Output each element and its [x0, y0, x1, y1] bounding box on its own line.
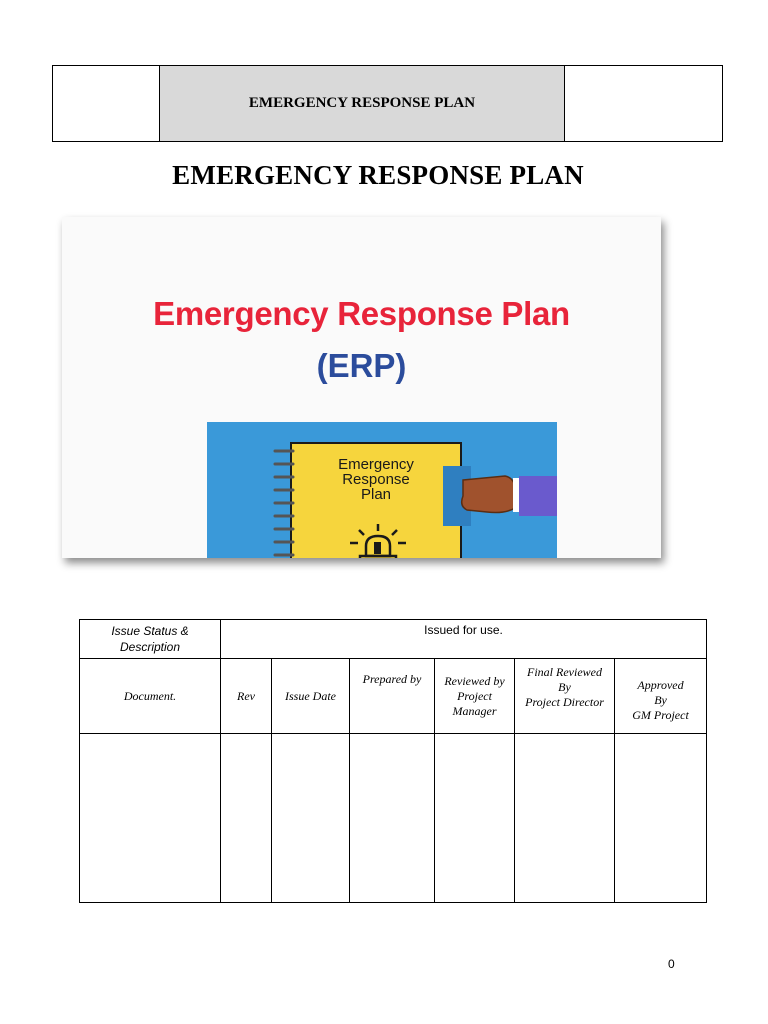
col-document: Document.	[80, 659, 221, 734]
cell-final-reviewed-empty	[515, 734, 615, 903]
col-reviewed-by	[435, 659, 515, 734]
issue-status-table	[79, 619, 707, 903]
col-final-reviewed	[515, 659, 615, 734]
col-approved-line-1: Approved	[637, 677, 684, 692]
col-approved-line-3: GM Project	[632, 707, 689, 722]
col-reviewed-by-line-3: Manager	[452, 703, 497, 718]
col-reviewed-by-line-2: Project	[457, 688, 492, 703]
book-line-2: Response	[342, 471, 410, 488]
col-final-reviewed-line-3: Project Director	[525, 695, 604, 709]
plan-illustration	[207, 422, 557, 558]
cell-document-empty	[80, 734, 221, 903]
col-issue-date: Issue Date	[272, 659, 350, 734]
alarm-siren-icon	[347, 522, 409, 558]
page-number: 0	[668, 957, 675, 971]
page-title: EMERGENCY RESPONSE PLAN	[172, 160, 584, 190]
hand-holding-icon	[443, 466, 557, 526]
banner-title: Emergency Response Plan	[153, 295, 570, 332]
col-final-reviewed-line-2: By	[558, 680, 571, 694]
issue-status-value: Issued for use.	[221, 620, 707, 659]
cell-approved-empty	[615, 734, 707, 903]
col-rev: Rev	[221, 659, 272, 734]
col-reviewed-by-line-1: Reviewed by	[444, 673, 505, 688]
erp-banner-image	[62, 217, 661, 558]
col-prepared-by: Prepared by	[350, 659, 435, 734]
col-final-reviewed-line-1: Final Reviewed	[527, 665, 602, 679]
banner-subtitle: (ERP)	[316, 347, 407, 384]
book-spiral-binding	[273, 446, 297, 558]
header-title: EMERGENCY RESPONSE PLAN	[160, 66, 565, 141]
cell-issue-date-empty	[272, 734, 350, 903]
cell-reviewed-by-empty	[435, 734, 515, 903]
cell-prepared-by-empty	[350, 734, 435, 903]
col-approved	[615, 659, 707, 734]
header-info-cell	[565, 66, 722, 141]
plan-book	[290, 442, 462, 558]
col-approved-line-2: By	[654, 692, 667, 707]
document-header	[52, 65, 723, 142]
header-logo-cell	[53, 66, 160, 141]
issue-status-label: Issue Status & Description	[80, 620, 221, 659]
book-line-3: Plan	[360, 486, 392, 503]
book-line-1: Emergency	[338, 456, 414, 473]
cell-rev-empty	[221, 734, 272, 903]
